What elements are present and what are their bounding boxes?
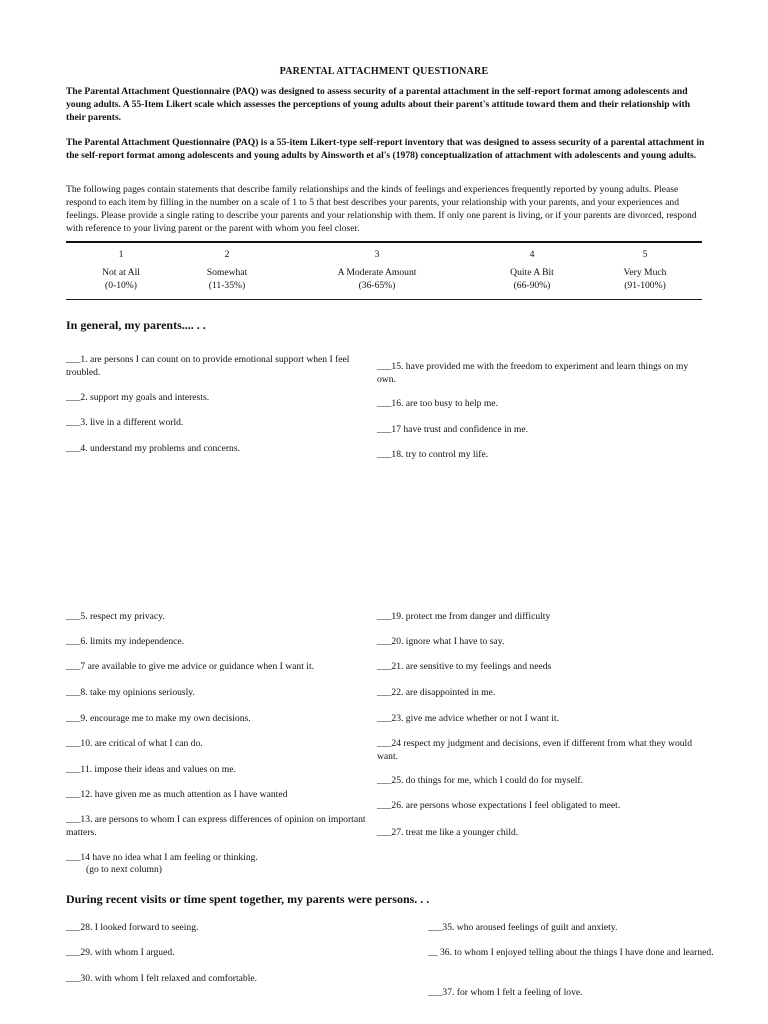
scale-option-5 bbox=[580, 248, 710, 292]
scale-option-3 bbox=[312, 248, 442, 292]
item-10[interactable]: ___10. are critical of what I can do. bbox=[66, 738, 203, 749]
item-20[interactable]: ___20. ignore what I have to say. bbox=[377, 636, 505, 647]
scale-number: 5 bbox=[642, 249, 648, 260]
item-25[interactable]: ___25. do things for me, which I could do for myself. bbox=[377, 775, 583, 786]
item-24[interactable]: ___24 respect my judgment and decisions, even if different from what they would want. bbox=[377, 738, 693, 762]
scale-number: 3 bbox=[374, 249, 380, 260]
item-6[interactable]: ___6. limits my independence. bbox=[66, 636, 185, 647]
item-12[interactable]: ___12. have given me as much attention as I have wanted bbox=[66, 789, 288, 800]
item-19[interactable]: ___19. protect me from danger and difficulty bbox=[377, 611, 551, 622]
item-16[interactable]: ___16. are too busy to help me. bbox=[377, 398, 498, 409]
item-22[interactable]: ___22. are disappointed in me. bbox=[377, 687, 496, 698]
scale-label: Not at All bbox=[102, 267, 140, 278]
item-23[interactable]: ___23. give me advice whether or not I want it. bbox=[377, 713, 559, 724]
intro-paragraph-2: The Parental Attachment Questionnaire (PAQ) is a 55-item Likert-type self-report inventory that was designed to assess security of a parental attachment in the self-report format among adolescents and young adults by Ainsworth et al's (1978) conceptualization of attachment with adolescents and young adults. bbox=[66, 137, 705, 161]
item-15[interactable]: ___15. have provided me with the freedom to experiment and learn things on my own. bbox=[377, 361, 689, 385]
scale-number: 2 bbox=[224, 249, 230, 260]
item-11[interactable]: ___11. impose their ideas and values on me. bbox=[66, 764, 236, 775]
item-8[interactable]: ___8. take my opinions seriously. bbox=[66, 687, 195, 698]
item-13[interactable]: ___13. are persons to whom I can express differences of opinion on important matters. bbox=[66, 814, 366, 838]
scale-range: (11-35%) bbox=[208, 280, 246, 291]
item-21[interactable]: ___21. are sensitive to my feelings and needs bbox=[377, 661, 552, 672]
item-35[interactable]: ___35. who aroused feelings of guilt and anxiety. bbox=[428, 922, 618, 933]
next-column-note: (go to next column) bbox=[86, 864, 162, 875]
section-2-heading: During recent visits or time spent together, my parents were persons. . . bbox=[66, 892, 430, 906]
instructions-paragraph: The following pages contain statements that describe family relationships and the kinds of feelings and experiences frequently reported by young adults. Please respond to each item by filling in the number on a scale of 1 to 5 that best describes your parents, your relationship with your parents, and your experiences and feelings. Please provide a single rating to describe your parents and your relationship with them. If only one parent is living, or if your parents are divorced, respond with reference to your living parent or the parent with whom you feel closer. bbox=[66, 184, 697, 234]
scale-option-2 bbox=[162, 248, 292, 292]
scale-bottom-rule bbox=[66, 299, 702, 300]
item-4[interactable]: ___4. understand my problems and concerns. bbox=[66, 443, 240, 454]
page-title: PARENTAL ATTACHMENT QUESTIONARE bbox=[279, 66, 489, 77]
item-3[interactable]: ___3. live in a different world. bbox=[66, 417, 184, 428]
scale-label: Very Much bbox=[623, 267, 667, 278]
scale-range: (66-90%) bbox=[513, 280, 551, 291]
item-17[interactable]: ___17 have trust and confidence in me. bbox=[377, 424, 529, 435]
item-5[interactable]: ___5. respect my privacy. bbox=[66, 611, 165, 622]
scale-top-rule bbox=[66, 241, 702, 243]
item-7[interactable]: ___7 are available to give me advice or guidance when I want it. bbox=[66, 661, 315, 672]
scale-range: (36-65%) bbox=[358, 280, 396, 291]
intro-paragraph-1: The Parental Attachment Questionnaire (PAQ) was designed to assess security of a parental attachment in the self-report format among adolescents and young adults. A 55-Item Likert scale which assesses the perceptions of young adults about their parent's attitude toward them and their relationship with their parents. bbox=[66, 86, 691, 123]
item-18[interactable]: ___18. try to control my life. bbox=[377, 449, 489, 460]
item-26[interactable]: ___26. are persons whose expectations I feel obligated to meet. bbox=[377, 800, 621, 811]
item-29[interactable]: ___29. with whom I argued. bbox=[66, 947, 175, 958]
item-36[interactable]: __ 36. to whom I enjoyed telling about the things I have done and learned. bbox=[428, 947, 714, 958]
item-37[interactable]: ___37. for whom I felt a feeling of love. bbox=[428, 987, 583, 998]
item-2[interactable]: ___2. support my goals and interests. bbox=[66, 392, 210, 403]
item-9[interactable]: ___9. encourage me to make my own decisions. bbox=[66, 713, 251, 724]
scale-label: A Moderate Amount bbox=[337, 267, 417, 278]
scale-number: 1 bbox=[118, 249, 124, 260]
item-27[interactable]: ___27. treat me like a younger child. bbox=[377, 827, 519, 838]
section-1-heading: In general, my parents.... . . bbox=[66, 318, 206, 332]
scale-range: (91-100%) bbox=[624, 280, 666, 291]
scale-number: 4 bbox=[529, 249, 535, 260]
item-30[interactable]: ___30. with whom I felt relaxed and comfortable. bbox=[66, 973, 258, 984]
item-1[interactable]: ___1. are persons I can count on to provide emotional support when I feel troubled. bbox=[66, 354, 350, 378]
scale-label: Somewhat bbox=[206, 267, 248, 278]
item-14[interactable]: ___14 have no idea what I am feeling or thinking. bbox=[66, 852, 258, 863]
scale-label: Quite A Bit bbox=[510, 267, 554, 278]
scale-range: (0-10%) bbox=[105, 280, 137, 291]
item-28[interactable]: ___28. I looked forward to seeing. bbox=[66, 922, 199, 933]
scale-option-4 bbox=[467, 248, 597, 292]
